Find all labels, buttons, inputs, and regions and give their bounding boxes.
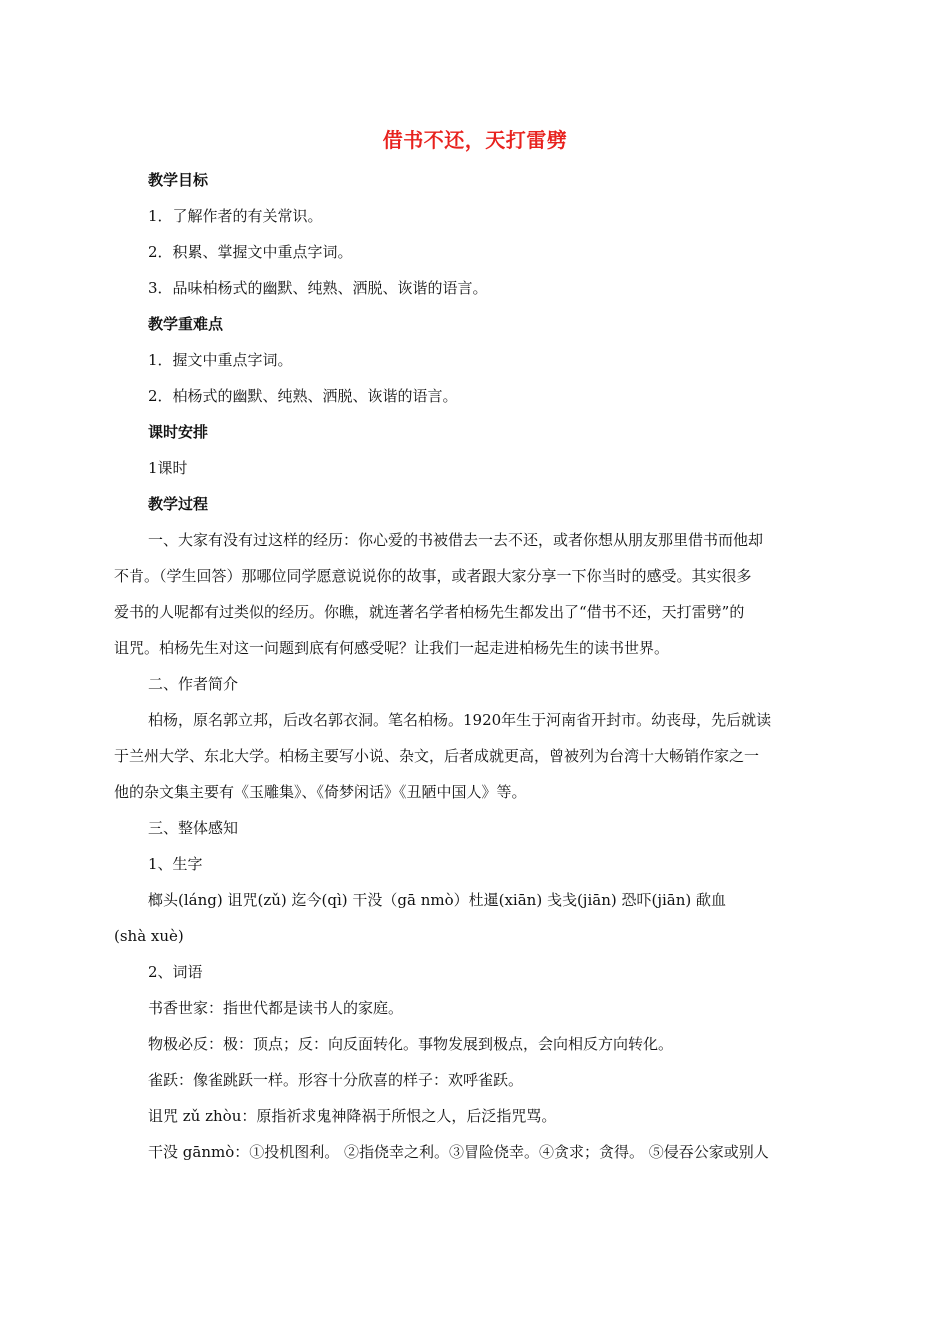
section-heading-process: 教学过程: [148, 495, 209, 513]
subsection-heading-author: 二、作者简介: [148, 675, 239, 693]
author-line: 柏杨，原名郭立邦，后改名郭衣洞。笔名柏杨。1920年生于河南省开封市。幼丧母，先后就读: [148, 711, 772, 729]
intro-line: 不肯。（学生回答）那哪位同学愿意说说你的故事，或者跟大家分享一下你当时的感受。其实很多: [114, 567, 752, 585]
section-heading-difficulties: 教学重难点: [148, 315, 224, 333]
subsection-heading-chars: 1、生字: [148, 855, 203, 873]
chars-line: (shà xuè): [114, 927, 184, 945]
intro-line: 诅咒。柏杨先生对这一问题到底有何感受呢？让我们一起走进柏杨先生的读书世界。: [114, 639, 670, 657]
section-heading-schedule: 课时安排: [148, 423, 209, 441]
subsection-heading-words: 2、词语: [148, 963, 203, 981]
intro-line: 一、大家有没有过这样的经历：你心爱的书被借去一去不还，或者你想从朋友那里借书而他却: [148, 531, 764, 549]
word-definition: 雀跃：像雀跳跃一样。形容十分欣喜的样子：欢呼雀跃。: [148, 1071, 524, 1089]
word-definition: 诅咒 zǔ zhòu：原指祈求鬼神降祸于所恨之人，后泛指咒骂。: [148, 1107, 557, 1125]
author-line: 他的杂文集主要有《玉雕集》、《倚梦闲话》《丑陋中国人》等。: [114, 783, 527, 801]
schedule-text: 1课时: [148, 459, 188, 477]
document-title: 借书不还，天打雷劈: [382, 128, 568, 152]
difficulty-item: 2．柏杨式的幽默、纯熟、洒脱、诙谐的语言。: [148, 387, 458, 405]
goal-item: 1．了解作者的有关常识。: [148, 207, 323, 225]
subsection-heading-overall: 三、整体感知: [148, 819, 239, 837]
author-line: 于兰州大学、东北大学。柏杨主要写小说、杂文，后者成就更高，曾被列为台湾十大畅销作家之一: [114, 747, 760, 765]
difficulty-item: 1．握文中重点字词。: [148, 351, 293, 369]
intro-line: 爱书的人呢都有过类似的经历。你瞧，就连著名学者柏杨先生都发出了“借书不还，天打雷劈”的: [114, 603, 745, 621]
goal-item: 2．积累、掌握文中重点字词。: [148, 243, 353, 261]
document-body: [114, 162, 838, 1170]
chars-line: 榔头(láng) 诅咒(zǔ) 迄今(qì) 干没（gā nmò）杜暹(xiān) 戋戋(jiān) 恐吓(jiān) 歃血: [148, 891, 726, 909]
word-definition: 物极必反：极：顶点；反：向反面转化。事物发展到极点，会向相反方向转化。: [148, 1035, 674, 1053]
goal-item: 3．品味柏杨式的幽默、纯熟、洒脱、诙谐的语言。: [148, 279, 488, 297]
word-definition: 书香世家：指世代都是读书人的家庭。: [148, 999, 404, 1017]
section-heading-goals: 教学目标: [148, 171, 209, 189]
word-definition: 干没 gānmò：①投机图利。 ②指侥幸之利。③冒险侥幸。④贪求；贪得。 ⑤侵吞公家或别人: [148, 1143, 769, 1161]
